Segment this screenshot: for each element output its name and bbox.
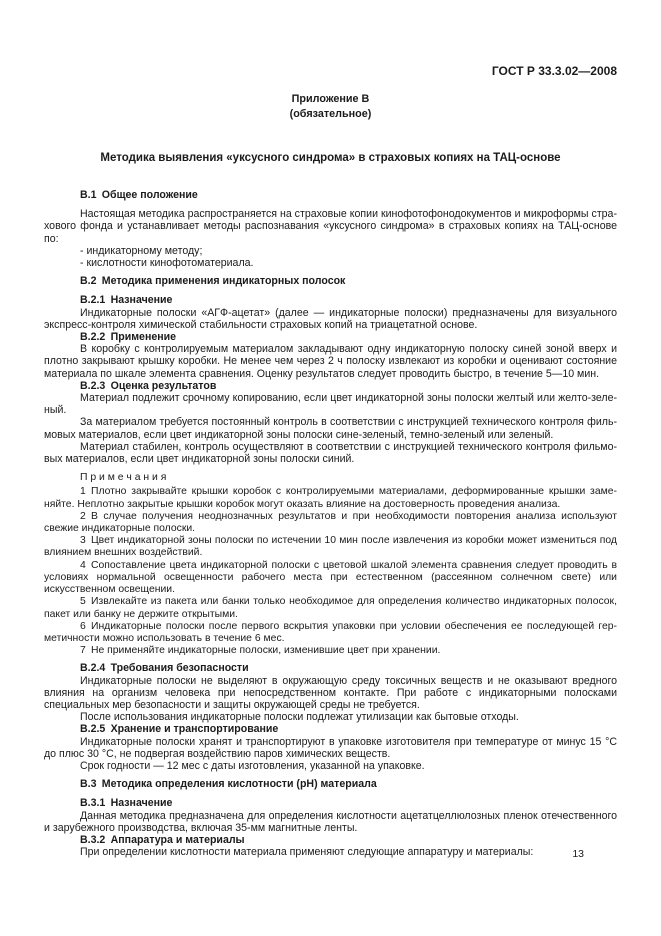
paragraph: Материал подлежит срочному копированию, если цвет индикаторной зоны полоски желтый или желто-зеленый. — [44, 392, 617, 417]
notes-heading: П р и м е ч а н и я — [80, 472, 167, 484]
paragraph: Индикаторные полоски «АГФ-ацетат» (далее — индикаторные полоски) предназначены для визуального экспресс-контроля химической стабильности страховых копий на триацетатной основе. — [44, 306, 617, 331]
subsection-heading-b22: В.2.2 Применение — [80, 331, 177, 344]
subsection-heading-b23: В.2.3 Оценка результатов — [80, 379, 217, 392]
note-item: 4 Сопоставление цвета индикаторной полоски с цветовой шкалой элемента сравнения следует проводить в условиях нормальной освещенности рабочего места при естественном (рассеянном солнечном свете) или искусственном освещении. — [44, 559, 617, 596]
annex-label: Приложение В — [291, 93, 370, 105]
note-item: 3 Цвет индикаторной зоны полоски по истечении 10 мин после извлечения из коробки может измениться под влиянием внешних воздействий. — [44, 535, 617, 559]
paragraph: Данная методика предназначена для определения кислотности ацетатцеллюлозных пленок отечественного и зарубежного производства, включая 35-мм магнитные ленты. — [44, 809, 617, 834]
subsection-heading-b24: В.2.4 Требования безопасности — [80, 662, 249, 675]
paragraph: В коробку с контролируемым материалом закладывают одну индикаторную полоску синей зоной вверх и плотно закрывают крышку коробки. Не менее чем через 2 ч полоску извлекают из коробки и оценивают состояние материала по шкале элемента сравнения. Оценку результатов следует проводить быстро, в течение 5—10 мин. — [44, 343, 617, 380]
paragraph: После использования индикаторные полоски подлежат утилизации как бытовые отходы. — [80, 711, 519, 724]
list-item: - индикаторному методу; — [80, 244, 203, 257]
annex-note: (обязательное) — [289, 108, 372, 120]
paragraph: Срок годности — 12 мес с даты изготовления, указанной на упаковке. — [80, 759, 425, 772]
section-heading-b2: В.2 Методика применения индикаторных полосок — [80, 275, 346, 288]
paragraph: Материал стабилен, контроль осуществляют в соответствии с инструкцией технического контроля фильмовых материалов, если цвет индикаторной зоны полоски синий. — [44, 440, 617, 466]
paragraph: Индикаторные полоски хранят и транспортируют в упаковке изготовителя при температуре от минус 15 °С до плюс 30 °С, не подвергая воздействию паров химических веществ. — [44, 735, 617, 760]
notes-block — [44, 472, 617, 657]
subsection-heading-b32: В.3.2 Аппаратура и материалы — [80, 833, 245, 846]
section-heading-b3: В.3 Методика определения кислотности (pH) материала — [80, 778, 377, 791]
note-item: 7 Не применяйте индикаторные полоски, изменившие цвет при хранении. — [80, 645, 441, 657]
page-number: 13 — [572, 848, 584, 860]
subsection-heading-b25: В.2.5 Хранение и транспортирование — [80, 723, 279, 736]
document-title: Методика выявления «уксусного синдрома» в страховых копиях на ТАЦ-основе — [100, 152, 561, 164]
note-item: 5 Извлекайте из пакета или банки только необходимое для определения количество индикаторных полосок, пакет или банку не держите открытыми. — [44, 596, 617, 620]
running-header: ГОСТ Р 33.3.02—2008 — [491, 64, 617, 78]
note-item: 2 В случае получения неоднозначных результатов и при необходимости повторения анализа используют свежие индикаторные полоски. — [44, 510, 617, 535]
note-item: 6 Индикаторные полоски после первого вскрытия упаковки при условии обеспечения ее последующей герметичности можно использовать в течение 6 мес. — [44, 620, 617, 644]
paragraph: Настоящая методика распространяется на страховые копии кинофотофонодокументов и микроформы страхового фонда и устанавливает методы распознавания «уксусного синдрома» в страховых копиях на ТАЦ-основе по: — [44, 208, 617, 245]
paragraph: При определении кислотности материала применяют следующие аппаратуру и материалы: — [80, 846, 534, 859]
subsection-heading-b21: В.2.1 Назначение — [80, 294, 173, 307]
note-item: 1 Плотно закрывайте крышки коробок с контролируемыми материалами, деформированные крышки заменяйте. Неплотно закрытые крышки коробок могут оказать влияние на достоверность проведения анализа. — [44, 486, 617, 510]
list-item: - кислотности кинофотоматериала. — [80, 257, 254, 270]
section-heading-b1: В.1 Общее положение — [80, 189, 198, 201]
subsection-heading-b31: В.3.1 Назначение — [80, 797, 173, 810]
paragraph: Индикаторные полоски не выделяют в окружающую среду токсичных веществ и не оказывают вредного влияния на организм человека при непосредственном контакте. При работе с индикаторными полосками специальных мер безопасности и защиты окружающей среды не требуется. — [44, 674, 617, 711]
paragraph: За материалом требуется постоянный контроль в соответствии с инструкцией технического контроля фильмовых материалов, если цвет индикаторной зоны полоски сине-зеленый, темно-зеленый или зеленый. — [44, 416, 617, 441]
